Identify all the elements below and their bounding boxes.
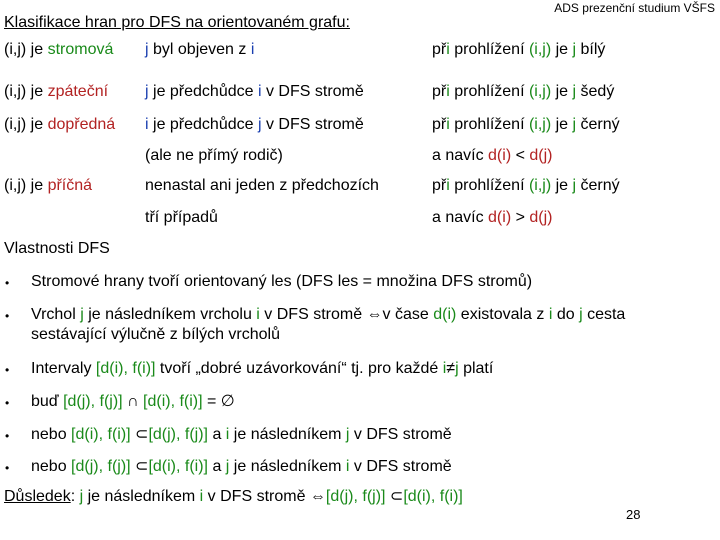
edge-probe-rule: při prohlížení (i,j) je j černý [432,116,620,133]
properties-heading: Vlastnosti DFS [4,240,110,257]
bullet-glyph: • [5,461,10,475]
edge-type-label: (i,j) je dopředná [4,116,116,133]
edge-type-label: (i,j) je příčná [4,177,93,194]
bullet-glyph: • [5,309,10,323]
bullet-glyph: • [5,276,10,290]
title-text: Klasifikace hran pro DFS na orientovaném grafu [4,14,346,31]
edge-type-name: stromová [47,41,114,58]
edge-condition: i je předchůdce j v DFS stromě [145,116,364,133]
bullet-item: nebo [d(i), f(i)] ⊂[d(j), f(j)] a i je následníkem j v DFS stromě [31,426,452,443]
conclusion [4,486,463,506]
title-colon: : [345,14,350,31]
edge-probe-rule-continued: a navíc d(i) < d(j) [432,147,553,164]
conclusion-label: Důsledek [4,488,71,505]
course-header: ADS prezenční studium VŠFS [554,1,715,15]
edge-probe-rule: při prohlížení (i,j) je j šedý [432,83,615,100]
edge-condition: j je předchůdce i v DFS stromě [145,83,364,100]
edge-probe-rule-continued: a navíc d(i) > d(j) [432,209,553,226]
edge-type-name: příčná [47,177,93,194]
bullet-glyph: • [5,429,10,443]
edge-type-name: zpáteční [47,83,109,100]
bullet-glyph: • [5,396,10,410]
edge-condition-continued: (ale ne přímý rodič) [145,147,283,164]
edge-condition: j byl objeven z i [145,41,255,58]
bullet-glyph: • [5,363,10,377]
bullet-item: Intervaly [d(i), f(i)] tvoří „dobré uzávorkování“ tj. pro každé i≠j platí [31,360,494,377]
conclusion-text: : j je následníkem i v DFS stromě ⇔[d(j), f(j)] ⊂[d(i), f(i)] [70,488,463,505]
bullet-item-continued: sestávající výlučně z bílých vrcholů [31,326,280,343]
edge-probe-rule: při prohlížení (i,j) je j černý [432,177,620,194]
edge-condition-continued: tří případů [145,209,218,226]
bullet-item: Stromové hrany tvoří orientovaný les (DFS les = množina DFS stromů) [31,273,533,290]
bullet-item: Vrchol j je následníkem vrcholu i v DFS stromě ⇔v čase d(i) existovala z i do j cesta [31,306,626,323]
edge-condition: nenastal ani jeden z předchozích [145,177,379,194]
page-number: 28 [626,507,641,522]
bullet-item: buď [d(j), f(j)] ∩ [d(i), f(i)] = ∅ [31,393,235,410]
edge-probe-rule: při prohlížení (i,j) je j bílý [432,41,606,58]
edge-type-name: dopředná [47,116,116,133]
slide-title [4,14,350,32]
bullet-item: nebo [d(j), f(j)] ⊂[d(i), f(i)] a j je následníkem i v DFS stromě [31,458,452,475]
edge-type-label: (i,j) je zpáteční [4,83,109,100]
edge-type-label: (i,j) je stromová [4,41,114,58]
